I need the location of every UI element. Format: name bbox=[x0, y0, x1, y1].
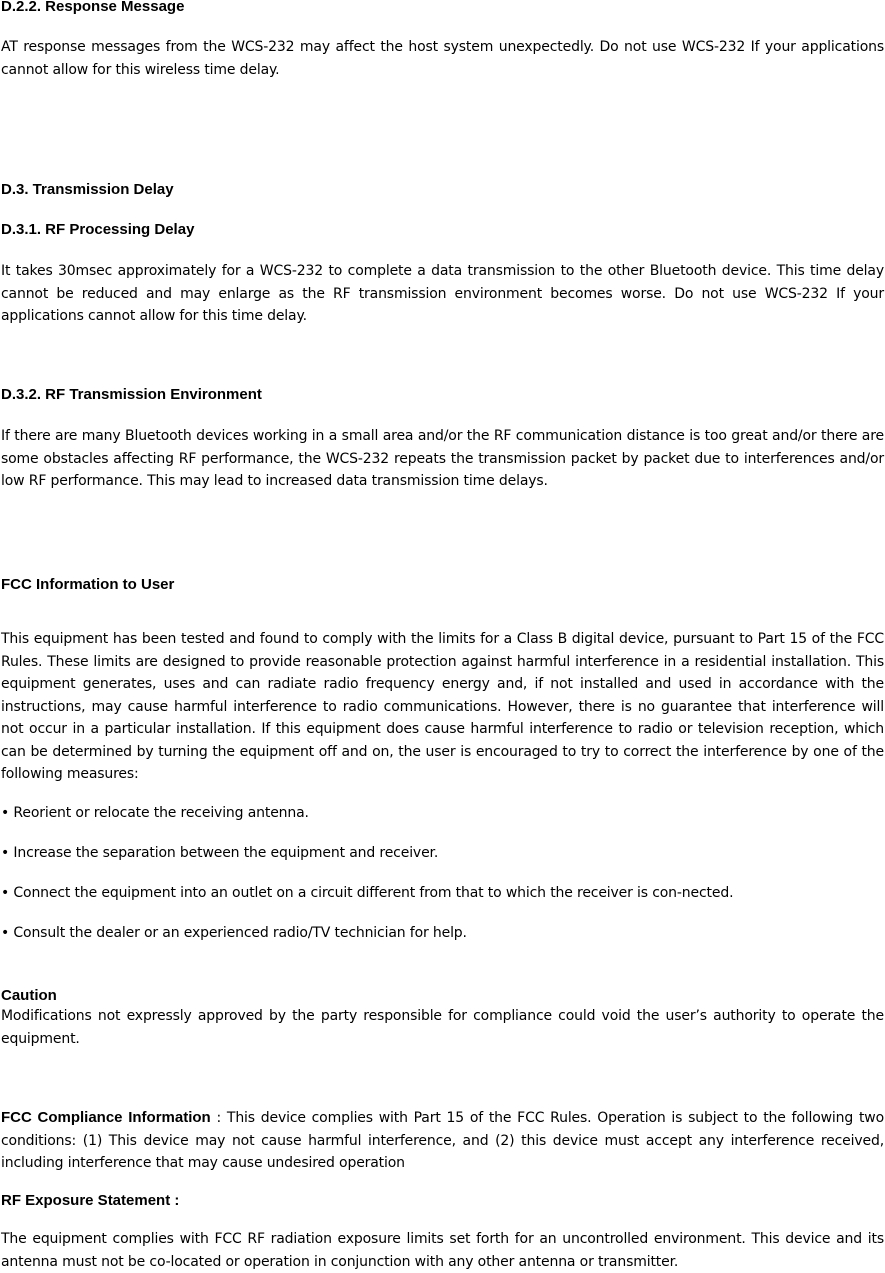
paragraph-caution: Modifications not expressly approved by the party responsible for compliance could void the user’s authority to operate the equipment. bbox=[1, 1008, 884, 1047]
heading-fcc-information: FCC Information to User bbox=[1, 576, 175, 593]
paragraph-fcc-compliance bbox=[1, 1107, 884, 1175]
paragraph-fcc-information: This equipment has been tested and found to comply with the limits for a Class B digital device, pursuant to Part 15 of the FCC Rules. These limits are designed to provide reasonable protection against harmful interference in a residential installation. This equipment generates, uses and can radiate radio frequency energy and, if not installed and used in accordance with the instructions, may cause harmful interference to radio communications. However, there is no guarantee that interference will not occur in a particular installation. If this equipment does cause harmful interference to radio or television reception, which can be determined by turning the equipment off and on, the user is encouraged to try to correct the interference by one of the following measures: bbox=[1, 631, 884, 782]
heading-response-message: D.2.2. Response Message bbox=[1, 0, 185, 15]
paragraph-response-message: AT response messages from the WCS-232 may affect the host system unexpectedly. Do not use WCS-232 If your applications cannot allow for this wireless time delay. bbox=[1, 39, 884, 78]
paragraph-rf-transmission-environment: If there are many Bluetooth devices working in a small area and/or the RF communication distance is too great and/or there are some obstacles affecting RF performance, the WCS-232 repeats the transmission packet by packet due to interferences and/or low RF performance. This may lead to increased data transmission time delays. bbox=[1, 428, 884, 489]
fcc-compliance-text: : This device complies with Part 15 of the FCC Rules. Operation is subject to the following two conditions: (1) This device may not cause harmful interference, and (2) this device must accept any interference received, including interference that may cause undesired operation bbox=[1, 1110, 884, 1171]
heading-transmission-delay: D.3. Transmission Delay bbox=[1, 181, 174, 198]
paragraph-rf-exposure: The equipment complies with FCC RF radiation exposure limits set forth for an uncontrolled environment. This device and its antenna must not be co-located or operation in conjunction with any other antenna or transmitter. bbox=[1, 1231, 884, 1270]
measure-item: • Increase the separation between the equipment and receiver. bbox=[1, 845, 439, 861]
measure-item: • Reorient or relocate the receiving antenna. bbox=[1, 805, 309, 821]
heading-rf-exposure: RF Exposure Statement : bbox=[1, 1192, 180, 1209]
measure-item: • Consult the dealer or an experienced radio/TV technician for help. bbox=[1, 925, 467, 941]
measure-item: • Connect the equipment into an outlet on a circuit different from that to which the receiver is con-nected. bbox=[1, 885, 734, 901]
paragraph-rf-processing-delay: It takes 30msec approximately for a WCS-232 to complete a data transmission to the other Bluetooth device. This time delay cannot be reduced and may enlarge as the RF transmission environment becomes worse. Do not use WCS-232 If your applications cannot allow for this time delay. bbox=[1, 263, 884, 324]
heading-fcc-compliance: FCC Compliance Information bbox=[1, 1109, 211, 1126]
heading-rf-transmission-environment: D.3.2. RF Transmission Environment bbox=[1, 386, 262, 403]
heading-rf-processing-delay: D.3.1. RF Processing Delay bbox=[1, 221, 195, 238]
heading-caution: Caution bbox=[1, 987, 57, 1004]
